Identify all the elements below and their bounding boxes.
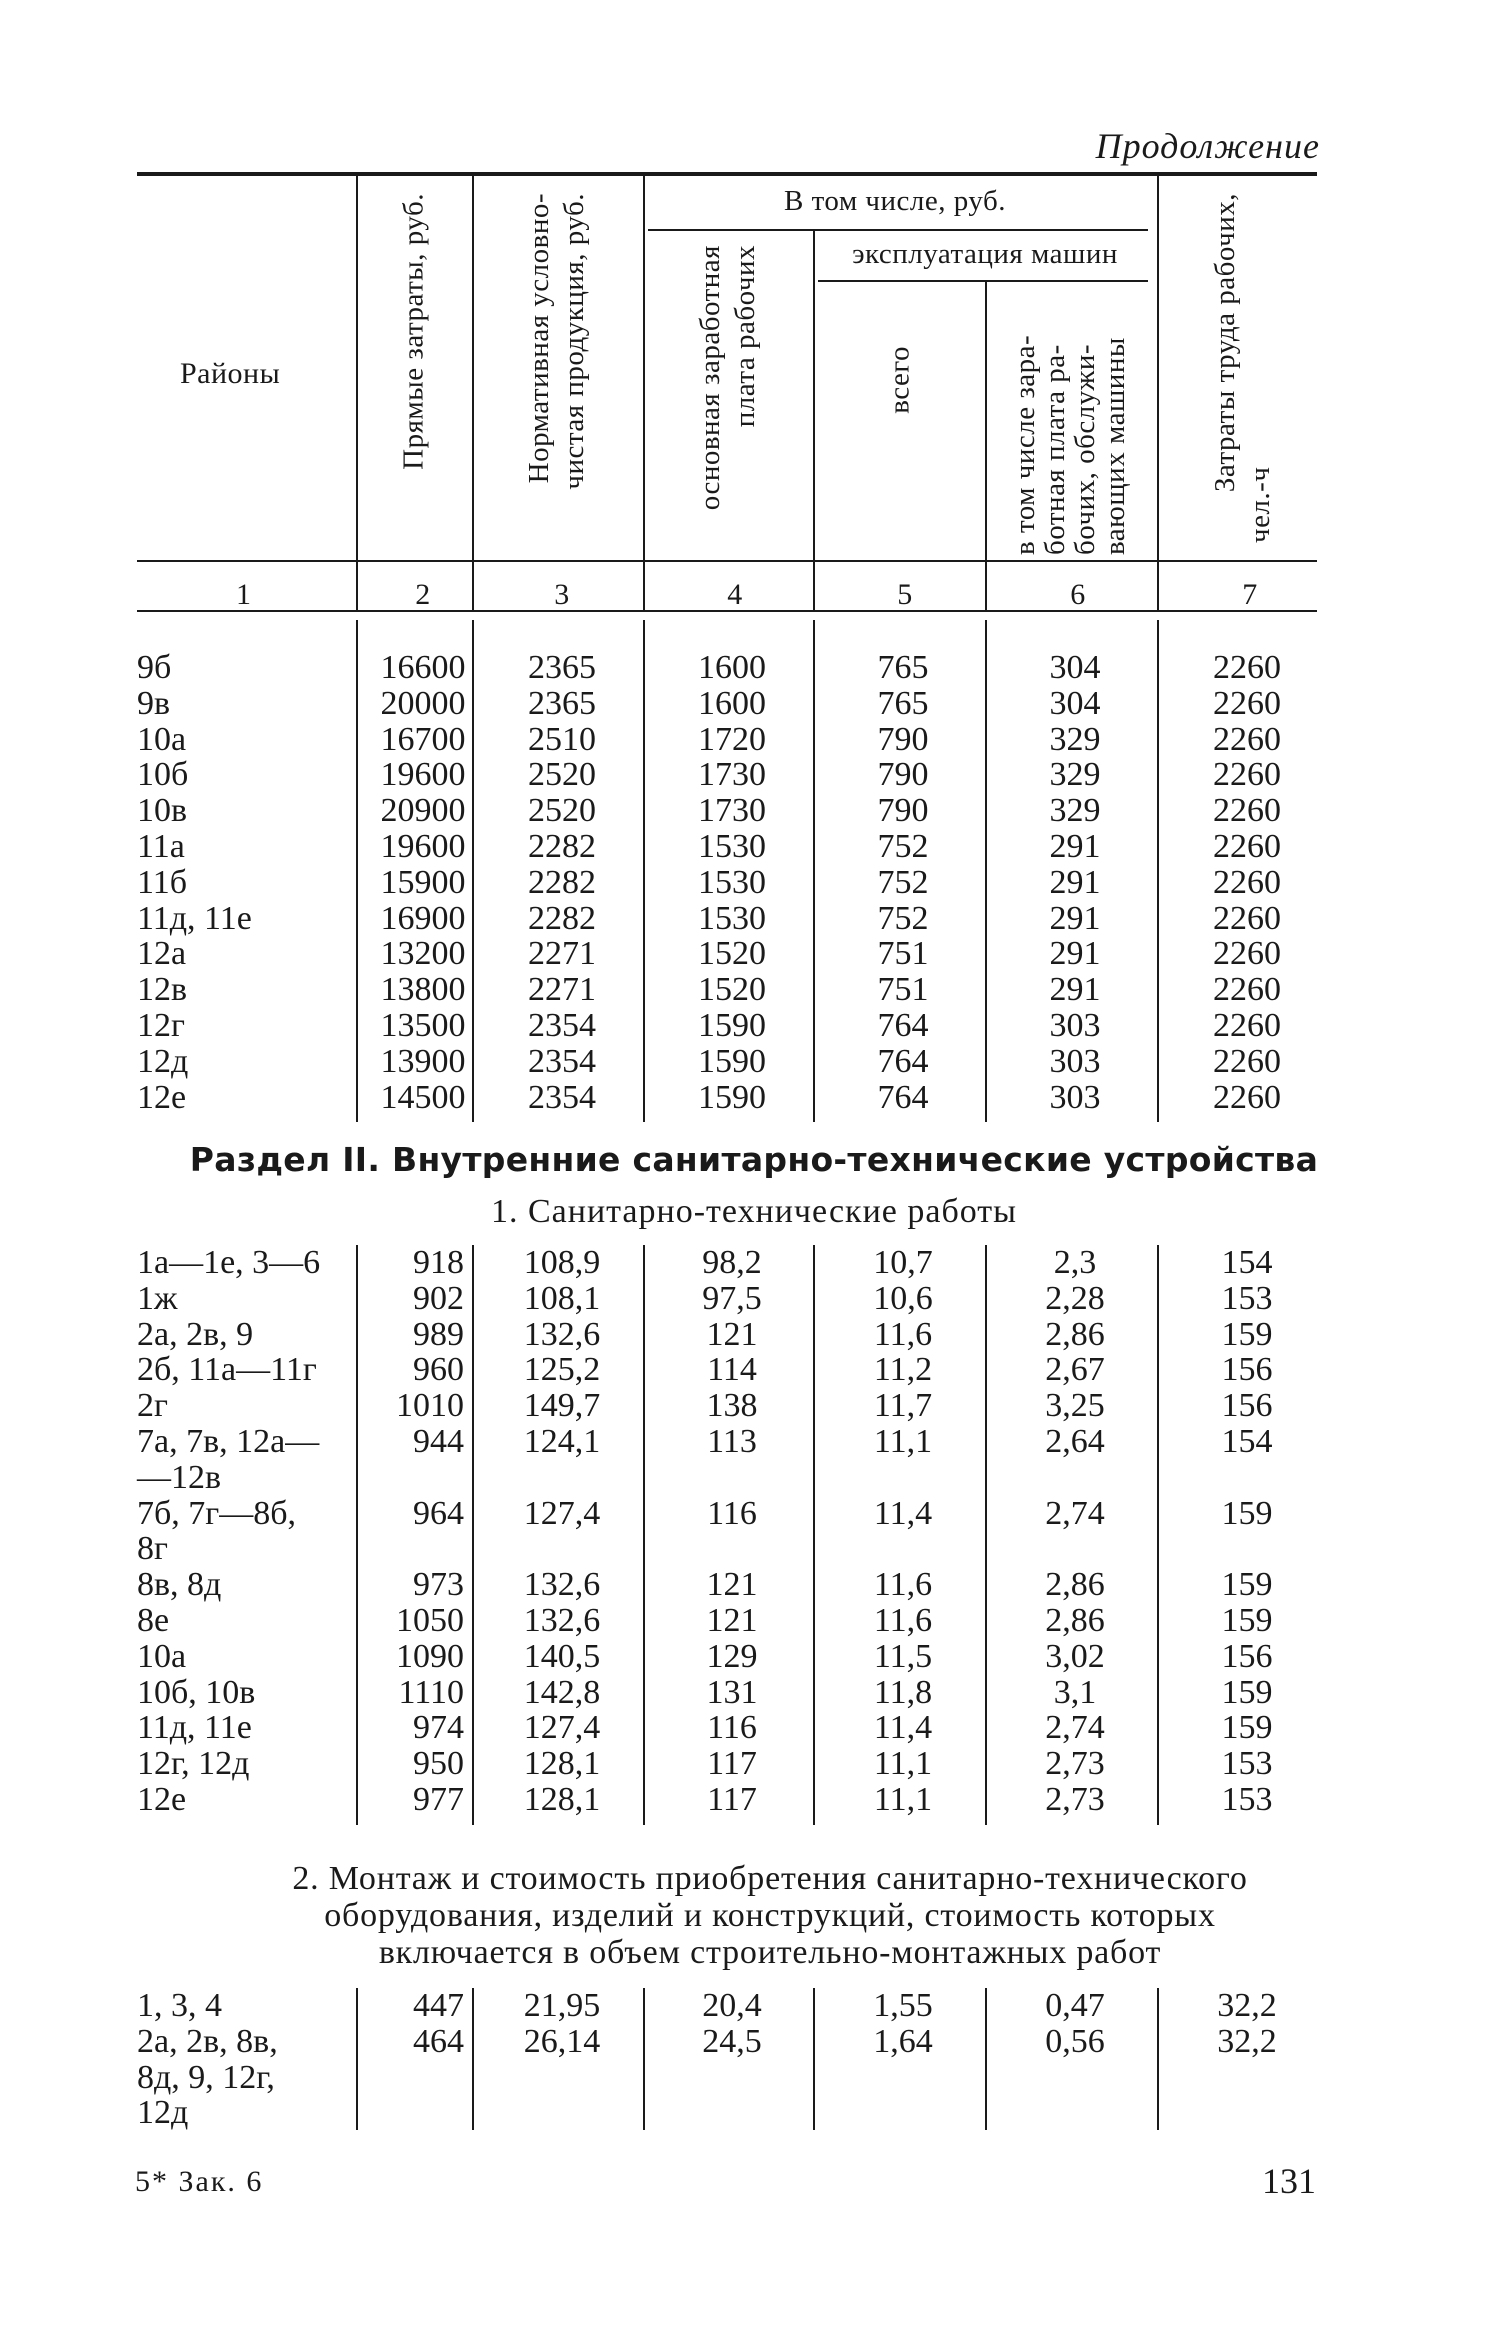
row-value-col-5: 764 <box>877 1078 929 1116</box>
table-row <box>0 1496 1508 1532</box>
row-value-col-6: 304 <box>1049 649 1101 686</box>
row-value-col-6: 329 <box>1049 792 1101 830</box>
row-value-col-5: 764 <box>877 1007 929 1044</box>
row-value-col-2: 16600 <box>380 649 466 686</box>
row-value-col-5: 10,7 <box>873 1244 933 1281</box>
row-district: 12в <box>137 971 188 1009</box>
header-vline-6 <box>1157 176 1159 612</box>
row-value-col-2: 902 <box>413 1279 464 1317</box>
row-value-col-3: 2365 <box>528 649 596 686</box>
table-row <box>0 686 1508 722</box>
row-district: —12в <box>137 1458 222 1496</box>
row-district: 10а <box>137 720 187 758</box>
table-row <box>0 1988 1508 2024</box>
table-row <box>0 1567 1508 1603</box>
row-value-col-5: 11,1 <box>873 1745 933 1783</box>
subsection-2-line3: включается в объем строительно-монтажных работ <box>378 1934 1162 1971</box>
row-value-col-7: 2260 <box>1213 1007 1281 1044</box>
table-row <box>0 1531 1508 1567</box>
header-vline-1 <box>356 176 358 612</box>
row-value-col-5: 11,6 <box>873 1315 933 1353</box>
col-number-5: 5 <box>897 578 913 611</box>
row-value-col-5: 11,8 <box>873 1673 933 1711</box>
table-row <box>0 1746 1508 1782</box>
row-district: 12д <box>137 2094 189 2132</box>
row-value-col-3: 125,2 <box>523 1351 601 1389</box>
table-row <box>0 1424 1508 1460</box>
col-number-1: 1 <box>236 578 252 611</box>
row-value-col-7: 32,2 <box>1217 2022 1277 2060</box>
row-value-col-4: 20,4 <box>702 1987 762 2024</box>
row-district: 9б <box>137 649 172 686</box>
row-value-col-3: 127,4 <box>523 1709 601 1747</box>
row-value-col-5: 1,64 <box>873 2022 933 2060</box>
row-value-col-4: 1720 <box>698 720 766 758</box>
row-value-col-6: 303 <box>1049 1042 1101 1080</box>
row-value-col-7: 2260 <box>1213 684 1281 722</box>
header-labor-line1: Затраты труда рабочих, <box>1209 193 1242 493</box>
continuation-label: Продолжение <box>1095 126 1320 166</box>
row-value-col-4: 1600 <box>698 649 766 686</box>
row-value-col-6: 2,73 <box>1045 1781 1105 1818</box>
row-value-col-6: 291 <box>1049 935 1101 973</box>
row-value-col-7: 2260 <box>1213 863 1281 901</box>
row-value-col-6: 2,74 <box>1045 1494 1105 1532</box>
row-value-col-2: 14500 <box>380 1078 466 1116</box>
table-row <box>0 1352 1508 1388</box>
row-value-col-6: 2,28 <box>1045 1279 1105 1317</box>
row-value-col-2: 1050 <box>396 1602 464 1639</box>
row-district: 12е <box>137 1781 187 1818</box>
row-value-col-7: 153 <box>1221 1279 1273 1317</box>
header-total: всего <box>883 346 916 414</box>
row-value-col-4: 98,2 <box>702 1244 762 1281</box>
row-district: 2г <box>137 1387 168 1425</box>
row-value-col-6: 3,02 <box>1045 1637 1105 1675</box>
row-value-col-4: 113 <box>707 1423 757 1460</box>
row-district: 11д, 11е <box>137 899 252 937</box>
row-value-col-5: 790 <box>877 720 929 758</box>
row-value-col-3: 2271 <box>528 971 596 1009</box>
row-value-col-2: 16700 <box>380 720 466 758</box>
row-value-col-2: 19600 <box>380 828 466 865</box>
row-district: 11д, 11е <box>137 1709 252 1747</box>
row-value-col-6: 303 <box>1049 1078 1101 1116</box>
row-value-col-7: 154 <box>1221 1423 1273 1460</box>
table-row <box>0 936 1508 972</box>
row-value-col-4: 131 <box>706 1673 758 1711</box>
group-rule <box>648 229 1148 231</box>
table-row <box>0 1782 1508 1818</box>
col-number-7: 7 <box>1242 578 1258 611</box>
row-value-col-2: 918 <box>413 1244 464 1281</box>
row-value-col-6: 2,86 <box>1045 1566 1105 1604</box>
row-value-col-6: 0,56 <box>1045 2022 1105 2060</box>
subsection-2-title <box>170 1860 1370 1971</box>
row-value-col-3: 21,95 <box>523 1987 601 2024</box>
row-value-col-2: 944 <box>413 1423 464 1460</box>
row-value-col-5: 11,1 <box>873 1781 933 1818</box>
row-value-col-3: 2354 <box>528 1078 596 1116</box>
row-value-col-2: 447 <box>413 1987 464 2024</box>
row-value-col-2: 13500 <box>380 1007 466 1044</box>
row-district: 9в <box>137 684 171 722</box>
row-district: 8д, 9, 12г, <box>137 2058 275 2096</box>
col-number-3: 3 <box>554 578 570 611</box>
table-row <box>0 901 1508 937</box>
row-value-col-3: 2520 <box>528 792 596 830</box>
row-value-col-5: 1,55 <box>873 1987 933 2024</box>
row-value-col-4: 1520 <box>698 935 766 973</box>
row-value-col-3: 2271 <box>528 935 596 973</box>
row-district: 12г, 12д <box>137 1745 250 1783</box>
row-value-col-3: 108,9 <box>523 1244 601 1281</box>
page-number: 131 <box>1262 2161 1316 2201</box>
header-normative-line1: Нормативная условно- <box>523 193 556 484</box>
table-row <box>0 2024 1508 2060</box>
row-district: 12д <box>137 1042 189 1080</box>
row-value-col-7: 2260 <box>1213 1042 1281 1080</box>
row-value-col-5: 10,6 <box>873 1279 933 1317</box>
table-row <box>0 1710 1508 1746</box>
row-value-col-7: 2260 <box>1213 971 1281 1009</box>
row-value-col-7: 159 <box>1221 1602 1273 1639</box>
row-value-col-2: 1010 <box>396 1387 464 1425</box>
row-value-col-7: 32,2 <box>1217 1987 1277 2024</box>
row-value-col-2: 1110 <box>398 1673 464 1711</box>
table-row <box>0 1044 1508 1080</box>
row-value-col-2: 950 <box>413 1745 464 1783</box>
row-value-col-5: 765 <box>877 684 929 722</box>
row-value-col-3: 2354 <box>528 1042 596 1080</box>
row-value-col-3: 2520 <box>528 756 596 794</box>
row-value-col-7: 154 <box>1221 1244 1273 1281</box>
row-value-col-7: 156 <box>1221 1637 1273 1675</box>
table-row <box>0 1388 1508 1424</box>
row-value-col-7: 153 <box>1221 1781 1273 1818</box>
subsection-2-line2: оборудования, изделий и конструкций, стоимость которых <box>324 1897 1216 1934</box>
table-top-rule <box>137 172 1317 176</box>
row-value-col-2: 19600 <box>380 756 466 794</box>
header-labor-line2: чел.-ч <box>1244 466 1276 543</box>
row-value-col-4: 121 <box>706 1315 758 1353</box>
row-value-col-5: 11,4 <box>873 1709 933 1747</box>
row-value-col-4: 138 <box>706 1387 758 1425</box>
row-value-col-2: 989 <box>413 1315 464 1353</box>
table-row <box>0 1603 1508 1639</box>
row-value-col-7: 2260 <box>1213 935 1281 973</box>
row-value-col-6: 0,47 <box>1045 1987 1105 2024</box>
header-bottom-rule <box>137 560 1317 562</box>
header-vline-4 <box>813 231 815 612</box>
row-district: 12а <box>137 935 187 973</box>
row-value-col-3: 128,1 <box>523 1781 601 1818</box>
row-value-col-5: 11,4 <box>873 1494 933 1532</box>
row-value-col-2: 973 <box>413 1566 464 1604</box>
row-district: 11а <box>137 828 185 865</box>
table-row <box>0 1281 1508 1317</box>
subsection-1-title: 1. Санитарно-технические работы <box>490 1193 1017 1230</box>
row-value-col-5: 790 <box>877 792 929 830</box>
row-district: 2б, 11а—11г <box>137 1351 317 1389</box>
row-value-col-3: 108,1 <box>523 1279 601 1317</box>
row-value-col-4: 114 <box>707 1351 757 1389</box>
row-district: 7а, 7в, 12а— <box>137 1423 320 1460</box>
row-district: 1, 3, 4 <box>137 1987 222 2024</box>
row-value-col-4: 97,5 <box>702 1279 762 1317</box>
table-row <box>0 1639 1508 1675</box>
row-value-col-2: 13800 <box>380 971 466 1009</box>
row-value-col-3: 132,6 <box>523 1315 601 1353</box>
row-value-col-6: 291 <box>1049 971 1101 1009</box>
header-machine-operation: эксплуатация машин <box>852 238 1118 270</box>
table-row <box>0 1460 1508 1496</box>
row-value-col-4: 1530 <box>698 899 766 937</box>
table-row <box>0 1317 1508 1353</box>
row-value-col-5: 11,5 <box>873 1637 933 1675</box>
footer-order-number: 5* Зак. 6 <box>135 2165 264 2198</box>
table-row <box>0 829 1508 865</box>
row-value-col-5: 11,2 <box>873 1351 933 1389</box>
row-value-col-5: 752 <box>877 899 929 937</box>
row-value-col-2: 13200 <box>380 935 466 973</box>
row-value-col-4: 1600 <box>698 684 766 722</box>
table-row <box>0 972 1508 1008</box>
row-value-col-6: 2,64 <box>1045 1423 1105 1460</box>
row-value-col-4: 1520 <box>698 971 766 1009</box>
row-district: 1ж <box>137 1279 178 1317</box>
col-number-6: 6 <box>1070 578 1086 611</box>
row-district: 10в <box>137 792 188 830</box>
row-value-col-5: 11,1 <box>873 1423 933 1460</box>
row-value-col-5: 752 <box>877 828 929 865</box>
row-value-col-7: 153 <box>1221 1745 1273 1783</box>
row-value-col-5: 765 <box>877 649 929 686</box>
row-value-col-6: 2,73 <box>1045 1745 1105 1783</box>
row-value-col-6: 2,3 <box>1053 1244 1097 1281</box>
row-value-col-7: 2260 <box>1213 649 1281 686</box>
row-district: 8е <box>137 1602 170 1639</box>
header-wages-line1: основная заработная <box>694 245 727 511</box>
row-value-col-5: 751 <box>877 935 929 973</box>
table-row <box>0 722 1508 758</box>
row-value-col-5: 11,6 <box>873 1566 933 1604</box>
row-value-col-4: 121 <box>706 1602 758 1639</box>
header-vline-2 <box>472 176 474 612</box>
row-value-col-3: 132,6 <box>523 1566 601 1604</box>
row-district: 8в, 8д <box>137 1566 222 1604</box>
row-value-col-7: 2260 <box>1213 828 1281 865</box>
row-value-col-2: 20000 <box>380 684 466 722</box>
row-value-col-2: 977 <box>413 1781 464 1818</box>
row-value-col-2: 15900 <box>380 863 466 901</box>
row-value-col-2: 16900 <box>380 899 466 937</box>
row-value-col-5: 11,7 <box>873 1387 933 1425</box>
table-row <box>0 2060 1508 2096</box>
table-row <box>0 1008 1508 1044</box>
row-district: 2а, 2в, 9 <box>137 1315 254 1353</box>
header-normative-product <box>522 193 592 543</box>
row-value-col-7: 159 <box>1221 1566 1273 1604</box>
section-title: Раздел II. Внутренние санитарно-технические устройства <box>189 1140 1319 1179</box>
row-value-col-3: 2282 <box>528 899 596 937</box>
row-district: 12е <box>137 1078 187 1116</box>
header-operator-line3: бочих, обслужи- <box>1069 343 1101 555</box>
row-value-col-6: 3,1 <box>1053 1673 1097 1711</box>
header-operator-wages <box>1010 305 1130 555</box>
row-value-col-6: 291 <box>1049 828 1101 865</box>
row-value-col-5: 11,6 <box>873 1602 933 1639</box>
row-value-col-2: 13900 <box>380 1042 466 1080</box>
row-value-col-4: 121 <box>706 1566 758 1604</box>
table-row <box>0 1245 1508 1281</box>
row-district: 7б, 7г—8б, <box>137 1494 297 1532</box>
row-value-col-4: 1590 <box>698 1007 766 1044</box>
header-districts: Районы <box>180 357 281 390</box>
row-value-col-7: 2260 <box>1213 756 1281 794</box>
row-value-col-4: 1730 <box>698 756 766 794</box>
row-value-col-2: 960 <box>413 1351 464 1389</box>
row-value-col-7: 2260 <box>1213 792 1281 830</box>
col-number-2: 2 <box>415 578 431 611</box>
row-value-col-6: 329 <box>1049 756 1101 794</box>
row-value-col-3: 132,6 <box>523 1602 601 1639</box>
row-value-col-6: 2,86 <box>1045 1602 1105 1639</box>
row-value-col-7: 2260 <box>1213 720 1281 758</box>
row-value-col-6: 2,86 <box>1045 1315 1105 1353</box>
header-operator-line2: ботная плата ра- <box>1039 344 1071 555</box>
row-value-col-4: 1590 <box>698 1042 766 1080</box>
row-value-col-4: 117 <box>707 1745 757 1783</box>
row-value-col-7: 159 <box>1221 1494 1273 1532</box>
row-value-col-4: 116 <box>707 1494 757 1532</box>
row-value-col-7: 159 <box>1221 1315 1273 1353</box>
row-district: 10б, 10в <box>137 1673 256 1711</box>
header-vline-5 <box>985 282 987 612</box>
row-value-col-4: 24,5 <box>702 2022 762 2060</box>
row-value-col-3: 2282 <box>528 828 596 865</box>
row-value-col-5: 764 <box>877 1042 929 1080</box>
col-number-4: 4 <box>727 578 743 611</box>
row-value-col-5: 751 <box>877 971 929 1009</box>
table-row <box>0 2095 1508 2131</box>
row-value-col-6: 291 <box>1049 899 1101 937</box>
header-wages-line2: плата рабочих <box>729 245 761 428</box>
row-value-col-7: 159 <box>1221 1709 1273 1747</box>
row-value-col-6: 303 <box>1049 1007 1101 1044</box>
row-value-col-6: 3,25 <box>1045 1387 1105 1425</box>
machine-group-rule <box>818 280 1148 282</box>
row-value-col-3: 2510 <box>528 720 596 758</box>
row-value-col-6: 2,67 <box>1045 1351 1105 1389</box>
row-district: 10а <box>137 1637 187 1675</box>
table-row <box>0 757 1508 793</box>
row-district: 2а, 2в, 8в, <box>137 2022 278 2060</box>
row-value-col-2: 20900 <box>380 792 466 830</box>
row-value-col-4: 1590 <box>698 1078 766 1116</box>
row-value-col-7: 2260 <box>1213 899 1281 937</box>
row-value-col-3: 26,14 <box>523 2022 601 2060</box>
row-value-col-6: 329 <box>1049 720 1101 758</box>
row-value-col-4: 117 <box>707 1781 757 1818</box>
row-district: 11б <box>137 863 188 901</box>
table-row <box>0 793 1508 829</box>
row-value-col-4: 1730 <box>698 792 766 830</box>
row-value-col-7: 159 <box>1221 1673 1273 1711</box>
row-value-col-4: 1530 <box>698 863 766 901</box>
row-value-col-3: 2282 <box>528 863 596 901</box>
row-value-col-4: 116 <box>707 1709 757 1747</box>
header-normative-line2: чистая продукция, руб. <box>558 193 590 490</box>
table-row <box>0 1675 1508 1711</box>
row-value-col-2: 464 <box>413 2022 464 2060</box>
header-labor-costs <box>1208 193 1278 543</box>
row-district: 12г <box>137 1007 185 1044</box>
row-district: 10б <box>137 756 189 794</box>
row-value-col-7: 156 <box>1221 1387 1273 1425</box>
row-district: 1а—1е, 3—6 <box>137 1244 321 1281</box>
table-row <box>0 865 1508 901</box>
subsection-2-line1: 2. Монтаж и стоимость приобретения санитарно-технического <box>292 1860 1248 1897</box>
row-value-col-4: 1530 <box>698 828 766 865</box>
row-value-col-3: 142,8 <box>523 1673 601 1711</box>
row-value-col-4: 129 <box>706 1637 758 1675</box>
row-value-col-3: 124,1 <box>523 1423 601 1460</box>
row-value-col-2: 974 <box>413 1709 464 1747</box>
row-value-col-6: 291 <box>1049 863 1101 901</box>
row-value-col-3: 140,5 <box>523 1637 601 1675</box>
row-value-col-5: 790 <box>877 756 929 794</box>
row-value-col-3: 128,1 <box>523 1745 601 1783</box>
row-value-col-6: 304 <box>1049 684 1101 722</box>
row-value-col-7: 156 <box>1221 1351 1273 1389</box>
row-value-col-3: 127,4 <box>523 1494 601 1532</box>
row-value-col-3: 2365 <box>528 684 596 722</box>
row-value-col-6: 2,74 <box>1045 1709 1105 1747</box>
header-group-rub: В том числе, руб. <box>784 185 1006 217</box>
table-row <box>0 650 1508 686</box>
row-district: 8г <box>137 1530 168 1568</box>
header-direct-costs: Прямые затраты, руб. <box>397 193 430 470</box>
row-value-col-7: 2260 <box>1213 1078 1281 1116</box>
header-operator-line4: вающих машины <box>1099 337 1131 555</box>
row-value-col-2: 1090 <box>396 1637 464 1675</box>
header-operator-line1: в том числе зара- <box>1009 334 1041 555</box>
row-value-col-2: 964 <box>413 1494 464 1532</box>
row-value-col-3: 149,7 <box>523 1387 601 1425</box>
header-vline-3 <box>643 176 645 612</box>
header-base-wages <box>693 245 763 545</box>
table-row <box>0 1080 1508 1116</box>
row-value-col-3: 2354 <box>528 1007 596 1044</box>
row-value-col-5: 752 <box>877 863 929 901</box>
